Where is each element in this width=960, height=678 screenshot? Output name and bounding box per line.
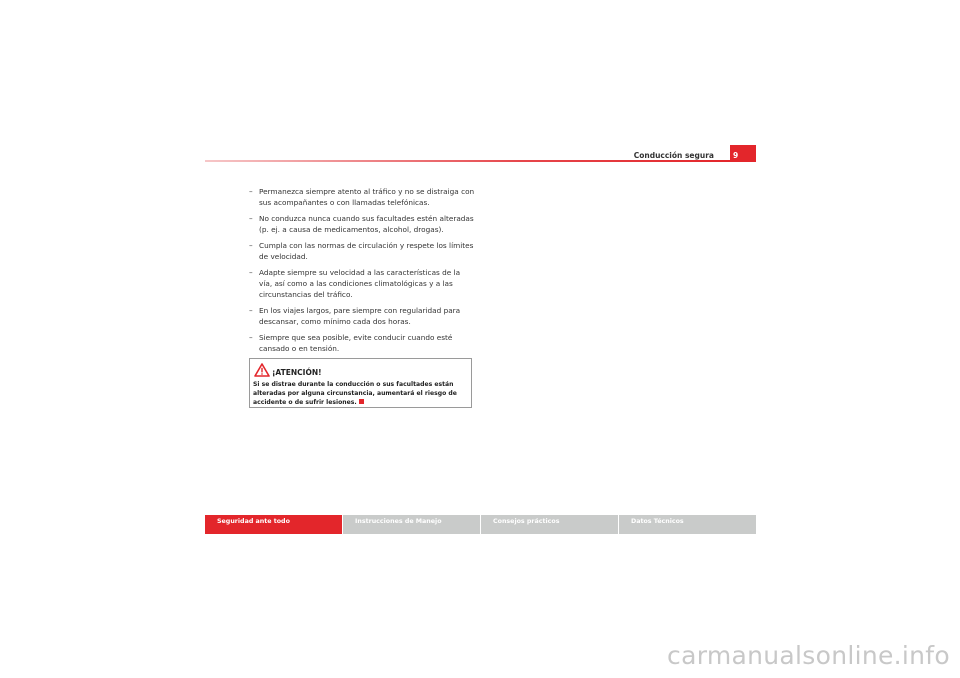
watermark: carmanualsonline.info xyxy=(667,641,950,670)
footer-tab-instrucciones[interactable]: Instrucciones de Manejo xyxy=(343,515,480,534)
list-item-text: Cumpla con las normas de circulación y respete los límites de velocidad. xyxy=(259,241,474,261)
list-item xyxy=(249,241,475,263)
list-item-text: Permanezca siempre atento al tráfico y no se distraiga con sus acompañantes o con llamadas telefónicas. xyxy=(259,187,475,207)
bullet-dash: – xyxy=(249,305,253,315)
list-item-text: Adapte siempre su velocidad a las características de la vía, así como a las condiciones climatológicas y a las circunstancias del tráfico. xyxy=(259,268,461,299)
warning-body: Si se distrae durante la conducción o sus facultades están alteradas por alguna circunstancia, aumentará el riesgo de accidente o de sufrir lesiones. xyxy=(253,381,457,406)
footer-tab-datos[interactable]: Datos Técnicos xyxy=(619,515,756,534)
bullet-dash: – xyxy=(249,187,253,196)
list-item-text: No conduzca nunca cuando sus facultades estén alteradas (p. ej. a causa de medicamentos, alcohol, drogas). xyxy=(259,214,474,234)
header-divider xyxy=(205,160,730,162)
instruction-list xyxy=(249,187,475,360)
page-header-title: Conducción segura xyxy=(633,151,714,160)
list-item xyxy=(249,306,475,328)
list-item xyxy=(249,214,475,236)
bullet-dash: – xyxy=(249,241,253,250)
warning-triangle-icon xyxy=(254,363,270,377)
bullet-dash: – xyxy=(249,332,253,342)
warning-box xyxy=(249,358,472,408)
list-item xyxy=(249,333,475,355)
footer-tab-consejos[interactable]: Consejos prácticos xyxy=(481,515,618,534)
warning-text xyxy=(253,380,469,407)
bullet-dash: – xyxy=(249,268,253,277)
warning-title: ¡ATENCIÓN! xyxy=(272,368,322,377)
page-number: 9 xyxy=(730,145,756,162)
list-item-text: En los viajes largos, pare siempre con regularidad para descansar, como mínimo cada dos horas. xyxy=(259,305,461,326)
section-end-marker xyxy=(359,399,364,404)
footer-navigation xyxy=(205,515,756,534)
list-item xyxy=(249,187,475,209)
bullet-dash: – xyxy=(249,214,253,223)
list-item-text: Siempre que sea posible, evite conducir cuando esté cansado o en tensión. xyxy=(259,332,453,353)
footer-tab-seguridad[interactable]: Seguridad ante todo xyxy=(205,515,342,534)
list-item xyxy=(249,268,475,301)
